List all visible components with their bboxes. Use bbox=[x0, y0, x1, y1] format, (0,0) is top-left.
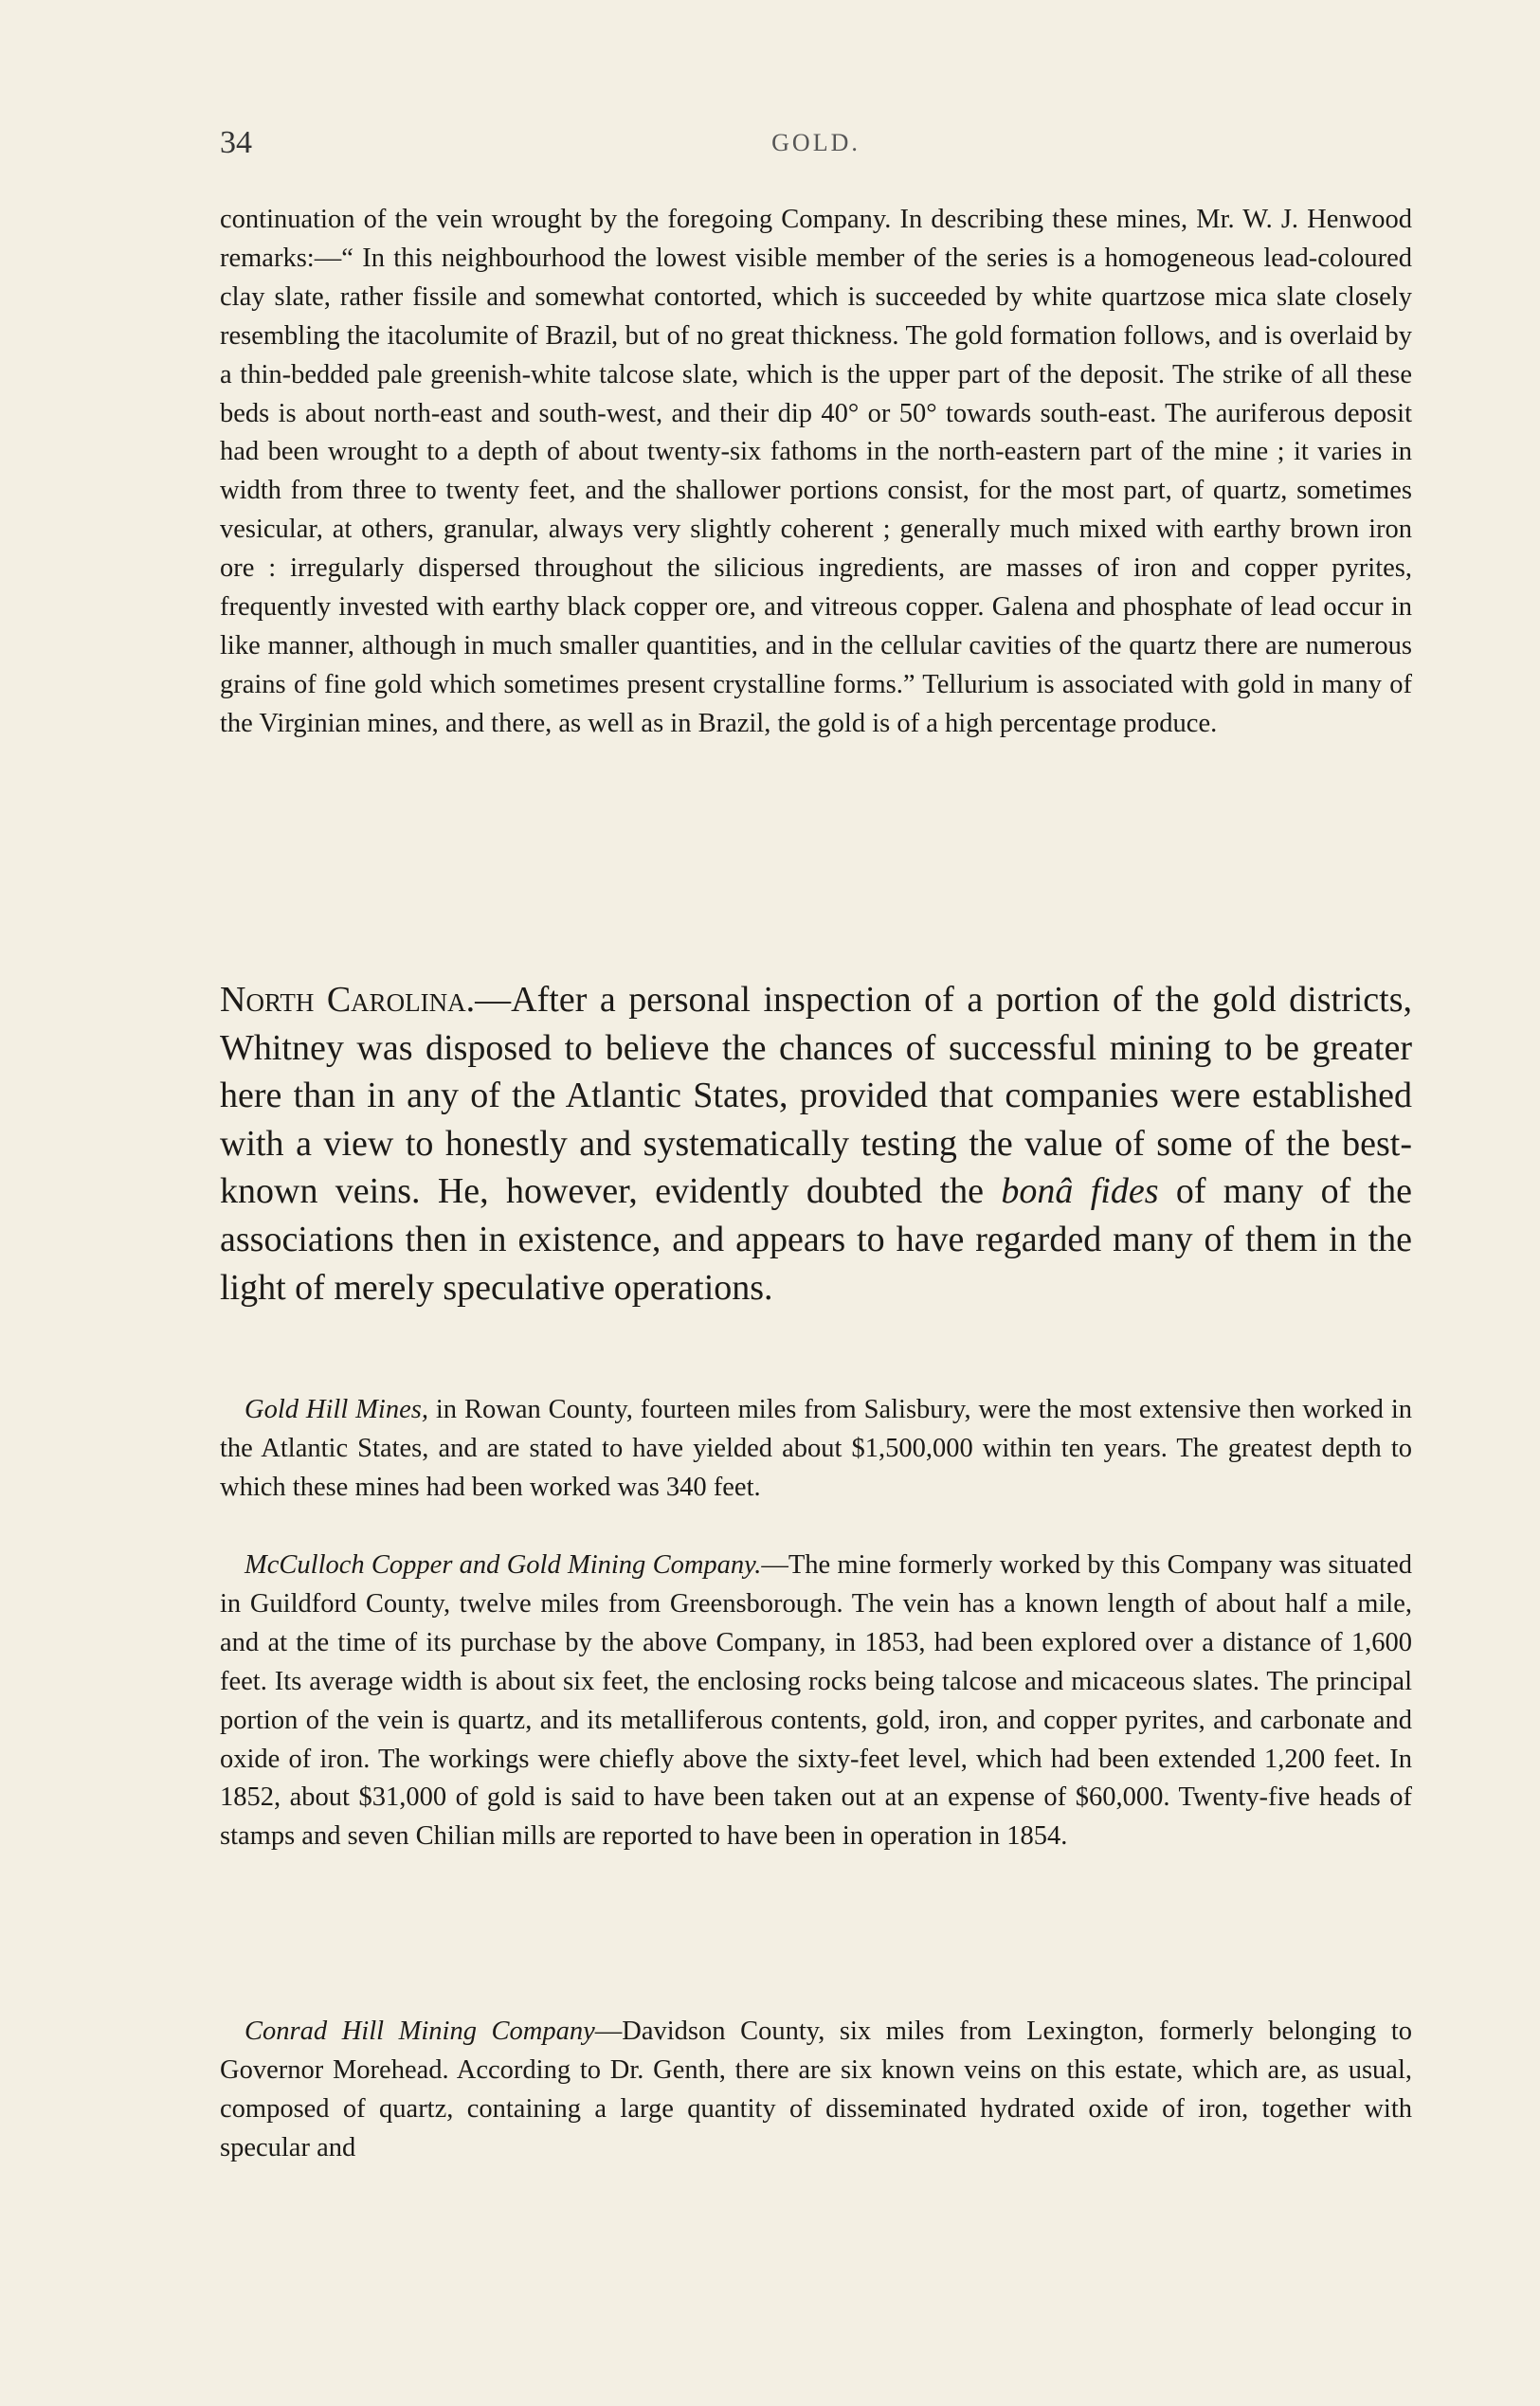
paragraph-henwood-quote: continuation of the vein wrought by the foregoing Company. In describing these mines, Mr. W. J. Henwood remarks:—“ In this neighbourhood the lowest visible member of the series is a homogeneous lead-coloured clay slate, rather fissile and somewhat contorted, which is succeeded by white quartzose mica slate closely resembling the itacolumite of Brazil, but of no great thickness. The gold formation follows, and is overlaid by a thin-bedded pale greenish-white talcose slate, which is the upper part of the deposit. The strike of all these beds is about north-east and south-west, and their dip 40° or 50° towards south-east. The auriferous deposit had been wrought to a depth of about twenty-six fathoms in the north-eastern part of the mine ; it varies in width from three to twenty feet, and the shallower portions consist, for the most part, of quartz, sometimes vesicular, at others, granular, always very slightly coherent ; generally much mixed with earthy brown iron ore : irregularly dispersed throughout the silicious ingredients, are masses of iron and copper pyrites, frequently invested with earthy black copper ore, and vitreous copper. Galena and phosphate of lead occur in like manner, although in much smaller quantities, and in the cellular cavities of the quartz there are numerous grains of fine gold which sometimes present crystalline forms.” Tellurium is associated with gold in many of the Virginian mines, and there, as well as in Brazil, the gold is of a high percentage produce. bbox=[220, 205, 1412, 738]
mcculloch-text: —The mine formerly worked by this Company was situated in Guildford County, twelve miles from Greensborough. The vein has a known length of about half a mile, and at the time of its purchase by the above Company, in 1853, had been explored over a distance of 1,600 feet. Its average width is about six feet, the enclosing rocks being talcose and micaceous slates. The principal portion of the vein is quartz, and its metalliferous contents, gold, iron, and copper pyrites, and carbonate and oxide of iron. The workings were chiefly above the sixty-feet level, which had been extended 1,200 feet. In 1852, about $31,000 of gold is said to have been taken out at an expense of $60,000. Twenty-five heads of stamps and seven Chilian mills are reported to have been in operation in 1854. bbox=[220, 1550, 1412, 1852]
entry-title-gold-hill: Gold Hill Mines, bbox=[245, 1395, 428, 1424]
paragraph-gold-hill-mines bbox=[220, 1391, 1412, 1508]
section-heading-north-carolina: North Carolina. bbox=[220, 980, 476, 1020]
page-header bbox=[220, 125, 1412, 163]
page-number: 34 bbox=[220, 125, 252, 160]
entry-title-mcculloch: McCulloch Copper and Gold Mining Company. bbox=[245, 1550, 762, 1580]
north-carolina-text-1: —After a personal inspection of a portion of the gold districts, Whitney was disposed to believe the chances of successful mining to be greater here than in any of the Atlantic States, provided that companies were established with a view to honestly and systematically testing the value of some of the best-known veins. He, however, evidently doubted the bbox=[220, 980, 1412, 1212]
paragraph-conrad-hill bbox=[220, 2013, 1412, 2168]
paragraph-mcculloch-company bbox=[220, 1547, 1412, 1856]
bona-fides-italic: bonâ fides bbox=[1001, 1171, 1159, 1212]
paragraph-north-carolina bbox=[220, 976, 1412, 1312]
gold-hill-text: in Rowan County, fourteen miles from Salisbury, were the most extensive then worked in the Atlantic States, and are stated to have yielded about $1,500,000 within ten years. The greatest depth to which these mines had been worked was 340 feet. bbox=[220, 1395, 1412, 1502]
north-carolina-text-2: of many of the associations then in existence, and appears to have regarded many of them in the light of merely speculative operations. bbox=[220, 1171, 1412, 1308]
conrad-hill-text: —Davidson County, six miles from Lexington, formerly belonging to Governor Morehead. According to Dr. Genth, there are six known veins on this estate, which are, as usual, composed of quartz, containing a large quantity of disseminated hydrated oxide of iron, together with specular and bbox=[220, 2017, 1412, 2162]
entry-title-conrad-hill: Conrad Hill Mining Company bbox=[245, 2017, 595, 2046]
running-head: GOLD. bbox=[771, 129, 861, 156]
